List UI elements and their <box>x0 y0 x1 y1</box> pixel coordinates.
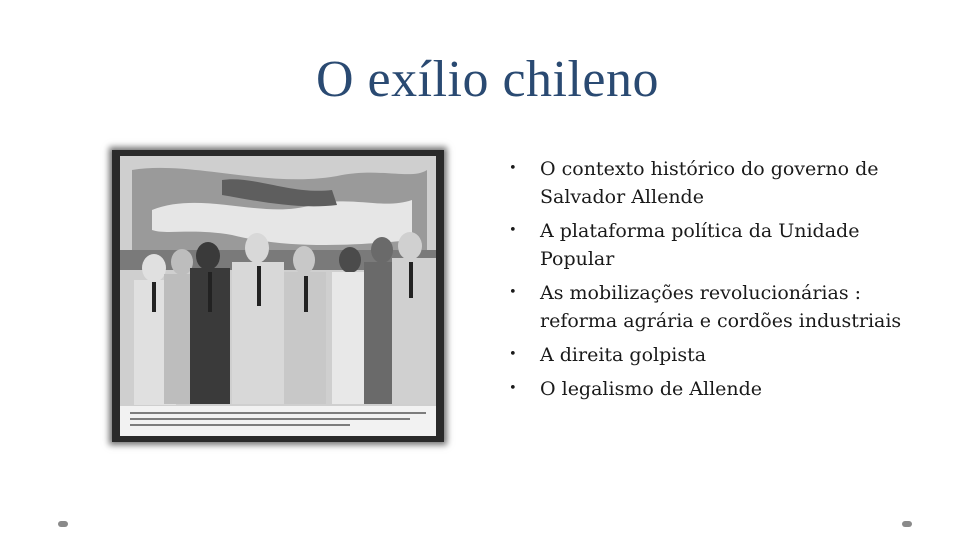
bullet-text: A plataforma política da Unidade Popular <box>540 220 860 270</box>
decorative-dot-left <box>58 521 68 527</box>
photo-image <box>112 150 444 442</box>
list-item <box>506 375 916 403</box>
bullet-text: A direita golpista <box>540 344 707 366</box>
bullet-icon: • <box>509 381 517 396</box>
historical-group-photo <box>112 150 444 442</box>
list-item <box>506 155 916 211</box>
bullet-icon: • <box>509 347 517 362</box>
list-item <box>506 279 916 335</box>
decorative-dot-right <box>902 521 912 527</box>
bullet-icon: • <box>509 223 517 238</box>
list-item <box>506 217 916 273</box>
bullet-icon: • <box>509 285 517 300</box>
bullet-list <box>506 155 916 409</box>
bullet-icon: • <box>509 161 517 176</box>
list-item <box>506 341 916 369</box>
slide-title: O exílio chileno <box>315 51 660 108</box>
bullet-text: As mobilizações revolucionárias : reforma agrária e cordões industriais <box>540 282 902 332</box>
bullet-text: O contexto histórico do governo de Salvador Allende <box>540 158 879 208</box>
bullet-text: O legalismo de Allende <box>540 378 763 400</box>
